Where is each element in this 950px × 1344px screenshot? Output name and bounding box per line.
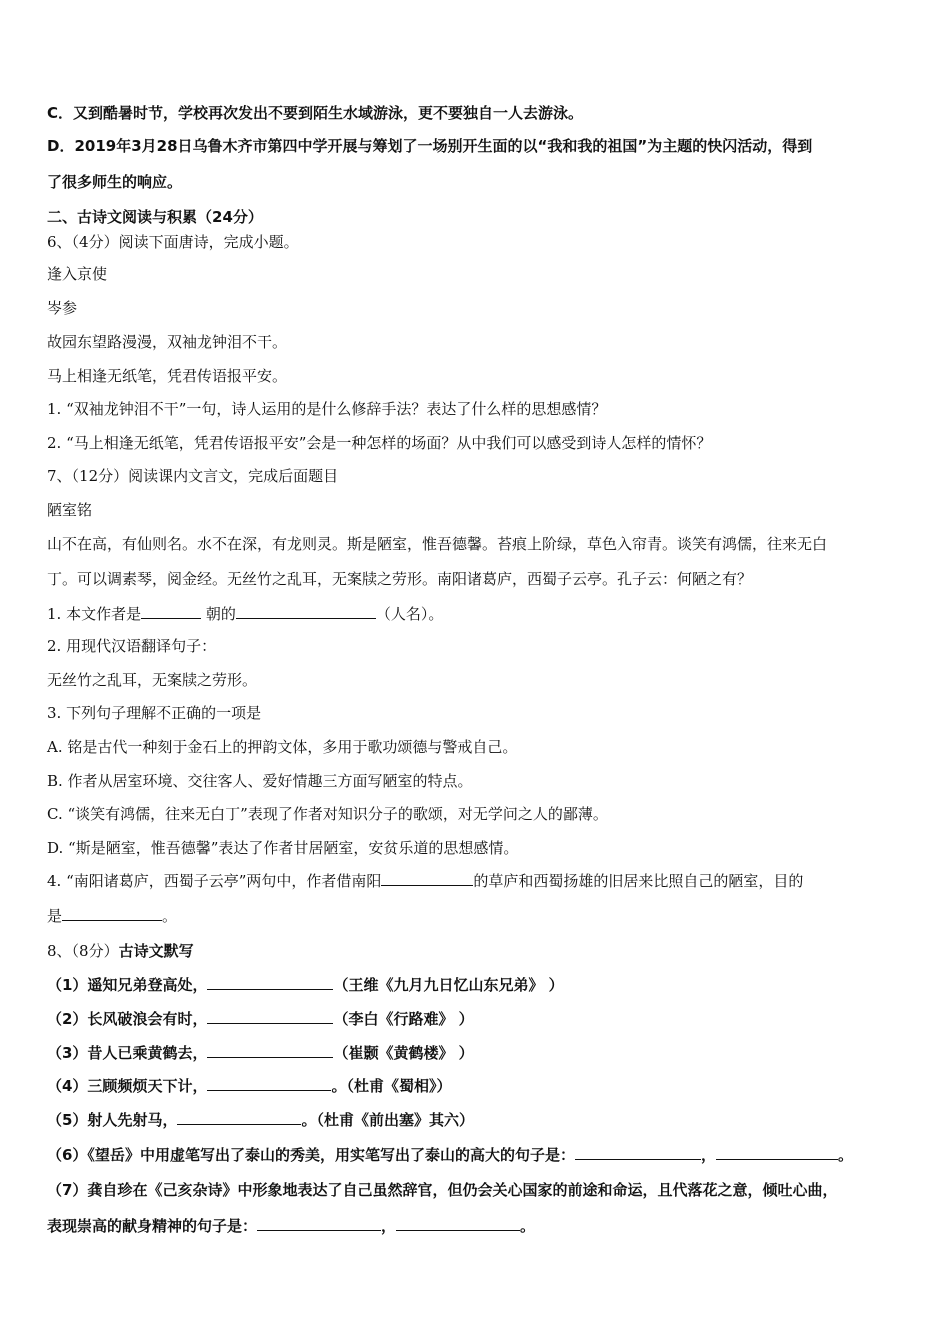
option-a: A. 铭是古代一种刻于金石上的押韵文体，多用于歌功颂德与警戒自己。 (47, 738, 518, 756)
question-8-title (47, 941, 194, 961)
answer-blank[interactable] (207, 1076, 331, 1091)
answer-blank[interactable] (236, 604, 376, 619)
q8-5-text-b: 。（杜甫《前出塞》其六） (301, 1111, 474, 1129)
q8-6-text-a: （6）《望岳》中用虚笔写出了泰山的秀美，用实笔写出了泰山的高大的句子是： (47, 1146, 575, 1164)
answer-blank[interactable] (207, 1009, 333, 1024)
q8-1-text-b: （王维《九月九日忆山东兄弟》 ） (333, 976, 564, 994)
q8-6-text-b: ， (700, 1146, 716, 1164)
answer-blank[interactable] (207, 1043, 333, 1058)
poem-line-2: 马上相逢无纸笔，凭君传语报平安。 (47, 367, 288, 385)
question-7-4-line2 (47, 906, 177, 926)
classical-text-title: 陋室铭 (47, 501, 93, 519)
q8-1-text-a: （1）遥知兄弟登高处， (47, 976, 208, 994)
answer-blank[interactable] (575, 1145, 701, 1160)
q7-1-text-c: （人名）。 (375, 605, 444, 623)
q7-4-text-a: 4. “南阳诸葛庐，西蜀子云亭”两句中，作者借南阳 (47, 872, 382, 890)
answer-blank[interactable] (381, 871, 473, 886)
option-d-line1: D．2019年3月28日乌鲁木齐市第四中学开展与筹划了一场别开生面的以“我和我的祖国”为主题的快闪活动，得到 (47, 137, 813, 155)
answer-blank[interactable] (141, 604, 201, 619)
q8-4-text-b: 。（杜甫《蜀相》） (331, 1077, 452, 1095)
question-8-3 (47, 1043, 474, 1063)
question-8-6 (47, 1145, 853, 1165)
question-8-4 (47, 1076, 451, 1096)
q7-4-text-b: 的草庐和西蜀扬雄的旧居来比照自己的陋室，目的 (473, 872, 804, 890)
question-7-3: 3. 下列句子理解不正确的一项是 (47, 704, 262, 722)
q8-3-text-b: （崔颢《黄鹤楼》 ） (333, 1044, 474, 1062)
q7-4-text-d: 。 (162, 907, 178, 925)
option-d-2: D. “斯是陋室，惟吾德馨”表达了作者甘居陋室，安贫乐道的思想感情。 (47, 839, 519, 857)
q8-7-text-b: 表现崇高的献身精神的句子是： (47, 1217, 258, 1235)
answer-blank[interactable] (207, 975, 333, 990)
option-c: C．又到酷暑时节，学校再次发出不要到陌生水域游泳，更不要独自一人去游泳。 (47, 104, 584, 122)
poem-author: 岑参 (47, 299, 78, 317)
option-b: B. 作者从居室环境、交往客人、爱好情趣三方面写陋室的特点。 (47, 772, 473, 790)
question-7-2-sentence: 无丝竹之乱耳，无案牍之劳形。 (47, 671, 258, 689)
option-c-2: C. “谈笑有鸿儒，往来无白丁”表现了作者对知识分子的歌颂，对无学问之人的鄙薄。 (47, 805, 608, 823)
q7-4-text-c: 是 (47, 907, 63, 925)
q8-points: 8、（8分） (47, 942, 119, 960)
question-8-7-line2 (47, 1216, 535, 1236)
poem-line-1: 故园东望路漫漫，双袖龙钟泪不干。 (47, 333, 288, 351)
question-8-2 (47, 1009, 474, 1029)
answer-blank[interactable] (62, 906, 162, 921)
classical-text-para-2: 丁。可以调素琴，阅金经。无丝竹之乱耳，无案牍之劳形。南阳诸葛庐，西蜀子云亭。孔子云：何陋之有？ (47, 570, 753, 588)
answer-blank[interactable] (257, 1216, 381, 1231)
q8-7-text-d: 。 (520, 1217, 536, 1235)
answer-blank[interactable] (177, 1110, 301, 1125)
question-6-1: 1. “双袖龙钟泪不干”一句，诗人运用的是什么修辞手法？表达了什么样的思想感情？ (47, 400, 607, 418)
answer-blank[interactable] (396, 1216, 520, 1231)
poem-title: 逢入京使 (47, 265, 108, 283)
question-6-title: 6、（4分）阅读下面唐诗，完成小题。 (47, 233, 299, 251)
question-7-4-line1 (47, 871, 803, 891)
section-2-heading: 二、古诗文阅读与积累（24分） (47, 208, 263, 226)
q8-6-text-c: 。 (837, 1146, 853, 1164)
classical-text-para-1: 山不在高，有仙则名。水不在深，有龙则灵。斯是陋室，惟吾德馨。苔痕上阶绿，草色入帘青。谈笑有鸿儒，往来无白 (47, 535, 828, 553)
q8-2-text-b: （李白《行路难》 ） (333, 1010, 474, 1028)
answer-blank[interactable] (716, 1145, 838, 1160)
q7-1-text-a: 1. 本文作者是 (47, 605, 142, 623)
question-7-title: 7、（12分）阅读课内文言文，完成后面题目 (47, 467, 339, 485)
q8-heading: 古诗文默写 (118, 942, 194, 960)
question-6-2: 2. “马上相逢无纸笔，凭君传语报平安”会是一种怎样的场面？从中我们可以感受到诗人怎样的情怀？ (47, 434, 712, 452)
q8-4-text-a: （4）三顾频烦天下计， (47, 1077, 208, 1095)
question-7-2: 2. 用现代汉语翻译句子： (47, 637, 217, 655)
q8-5-text-a: （5）射人先射马， (47, 1111, 178, 1129)
question-8-7-line1: （7）龚自珍在《己亥杂诗》中形象地表达了自己虽然辞官，但仍会关心国家的前途和命运，且代落花之意，倾吐心曲， (47, 1181, 838, 1199)
q8-7-text-c: ， (381, 1217, 397, 1235)
option-d-line2: 了很多师生的响应。 (47, 173, 183, 191)
question-8-1 (47, 975, 564, 995)
q7-1-text-b: 朝的 (205, 605, 236, 623)
question-7-1 (47, 604, 443, 624)
q8-3-text-a: （3）昔人已乘黄鹤去， (47, 1044, 208, 1062)
q8-2-text-a: （2）长风破浪会有时， (47, 1010, 208, 1028)
question-8-5 (47, 1110, 474, 1130)
